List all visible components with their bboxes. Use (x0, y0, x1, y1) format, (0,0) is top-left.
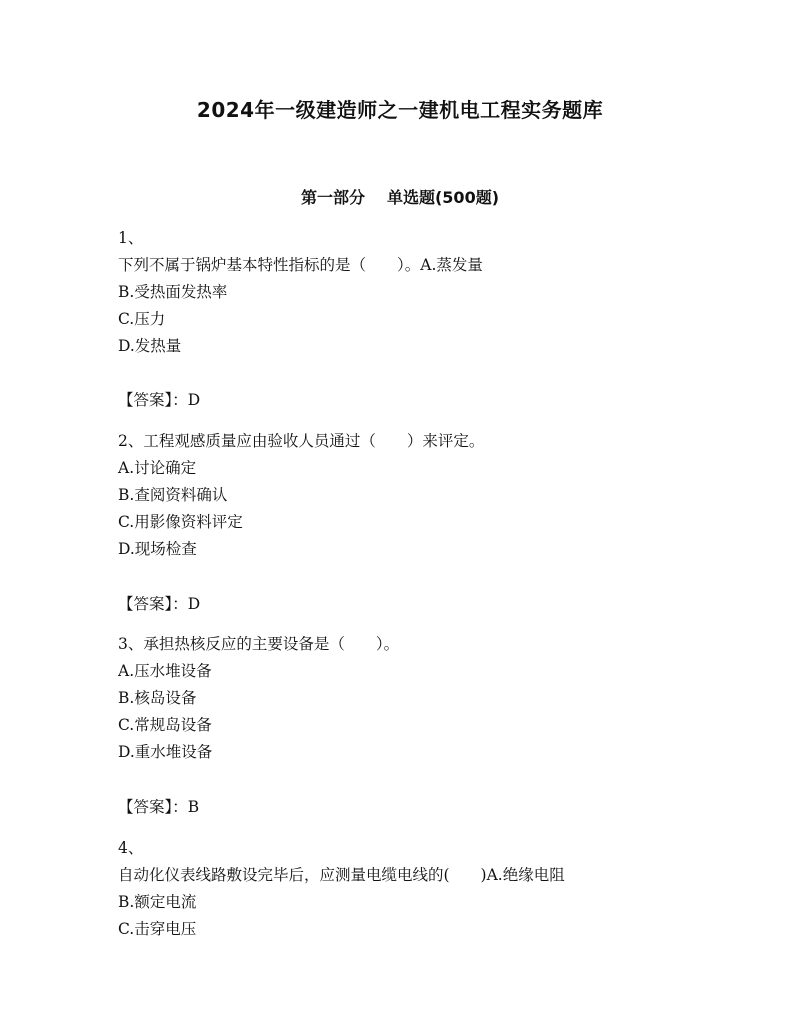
question-3-stem: 3、承担热核反应的主要设备是（ ）。 (118, 635, 400, 653)
question-2-option-c: C.用影像资料评定 (118, 513, 243, 531)
question-4-option-b: B.额定电流 (118, 893, 197, 911)
question-2-option-a: A.讨论确定 (118, 459, 197, 477)
question-4-number: 4、 (118, 839, 144, 857)
question-1-option-b: B.受热面发热率 (118, 283, 228, 301)
question-1-option-c: C.压力 (118, 310, 166, 328)
question-1-answer: 【答案】：D (118, 391, 201, 409)
question-2-option-d: D.现场检查 (118, 540, 197, 558)
question-2-stem: 2、工程观感质量应由验收人员通过（ ）来评定。 (118, 432, 485, 450)
question-2-answer: 【答案】：D (118, 595, 201, 613)
question-3-option-b: B.核岛设备 (118, 689, 197, 707)
question-4-option-c: C.击穿电压 (118, 920, 197, 938)
section-heading (0, 185, 800, 208)
question-3-option-a: A.压水堆设备 (118, 662, 212, 680)
question-1-number: 1、 (118, 229, 144, 247)
page-title: 2024年一级建造师之一建机电工程实务题库 (196, 98, 604, 122)
question-1-stem: 下列不属于锅炉基本特性指标的是（ ）。A.蒸发量 (118, 256, 483, 274)
question-3-answer: 【答案】：B (118, 798, 200, 816)
section-part: 第一部分 (300, 188, 365, 207)
question-3-option-c: C.常规岛设备 (118, 716, 212, 734)
question-3-option-d: D.重水堆设备 (118, 743, 213, 761)
question-2-option-b: B.查阅资料确认 (118, 486, 228, 504)
section-type: 单选题(500题) (386, 188, 500, 207)
question-1-option-d: D.发热量 (118, 337, 182, 355)
question-4-stem: 自动化仪表线路敷设完毕后，应测量电缆电线的( )A.绝缘电阻 (118, 866, 565, 884)
